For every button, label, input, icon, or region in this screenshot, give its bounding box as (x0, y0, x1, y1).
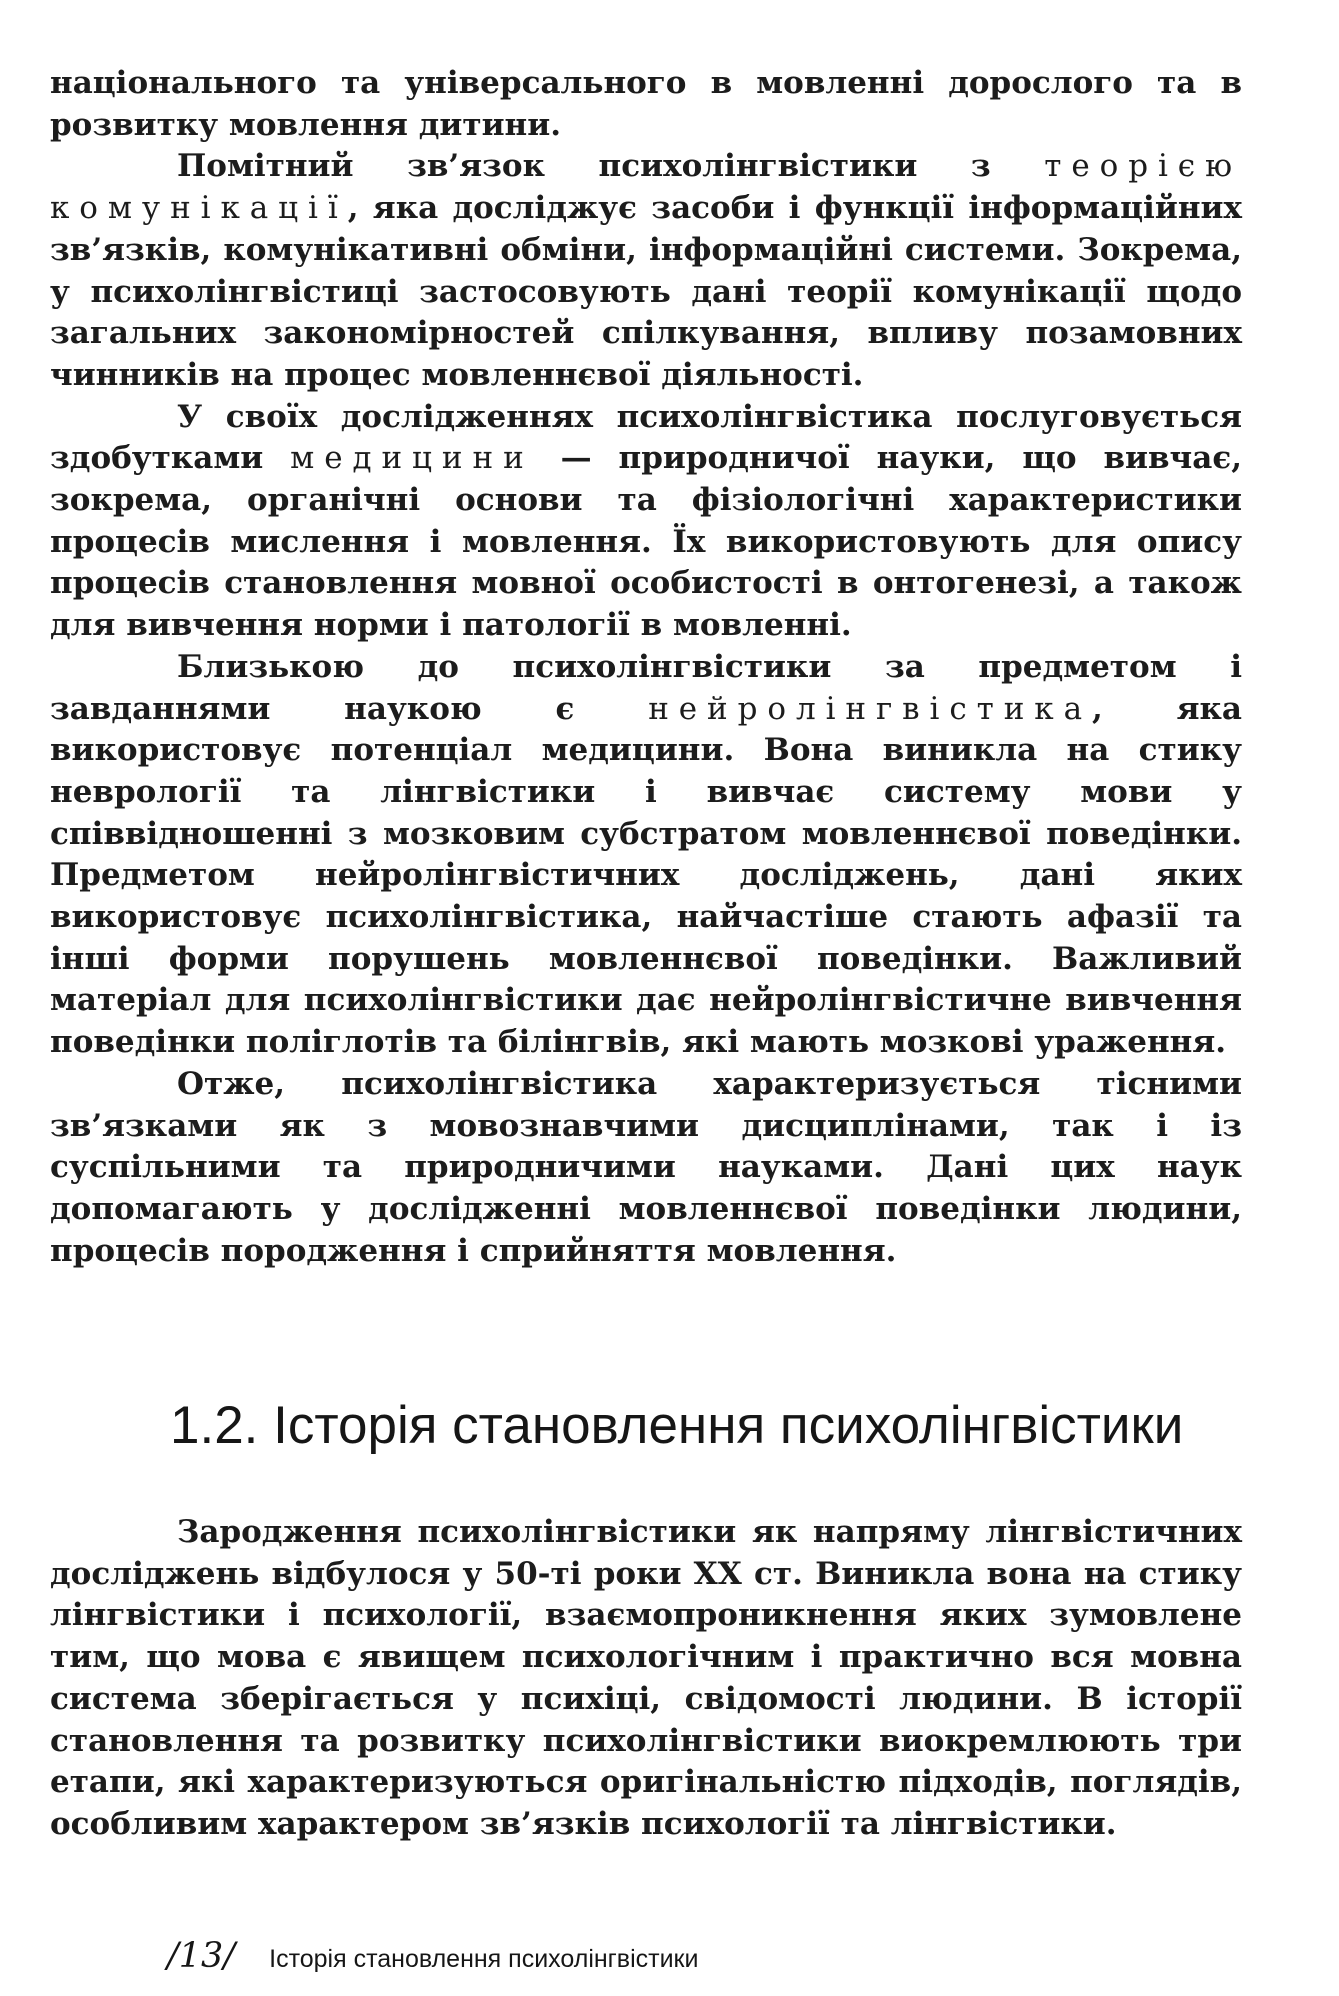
paragraph (50, 647, 1242, 1064)
text-run: Отже, психолінгвістика характеризується тісними зв’язками як з мовознавчими дисциплінами, так і із суспільними та природничими науками. Дані цих наук допомагають у дослідженні мовленнєвої поведінки людини, процесів породження і сприйняття мовлення. (50, 1065, 1242, 1269)
text-run: Помітний зв’язок психолінгвістики з (177, 148, 1045, 185)
paragraph (50, 1064, 1242, 1273)
page-footer (167, 1936, 698, 1976)
text-run: — природничої науки, що вивчає, зокрема, органічні основи та фізіологічні характеристики процесів мислення і мовлення. Їх використовують для опису процесів становлення мовної особистості в онтогенезі, а також для вивчення норми і патології в мовленні. (50, 440, 1242, 644)
body-text-before-section (50, 63, 1242, 1272)
emphasized-term: нейролінгвістика (648, 690, 1092, 727)
text-run: У своїх дослідженнях психолінгвістика послуговується здобутками (50, 398, 1242, 477)
paragraph (50, 63, 1242, 146)
paragraph (50, 397, 1242, 647)
text-run: національного та універсального в мовленні дорослого та в розвитку мовлення дитини. (50, 65, 1242, 143)
body-text-after-section (50, 1512, 1242, 1846)
text-run: , яка досліджує засоби і функції інформаційних зв’язків, комунікативні обміни, інформаційні системи. Зокрема, у психолінгвістиці застосовують дані теорії комунікації щодо загальних закономірностей спілкування, впливу позамовних чинників на процес мовленнєвої діяльності. (50, 190, 1242, 393)
emphasized-term: теорією комунікації (50, 148, 1242, 227)
running-title: Історія становлення психолінгвістики (269, 1945, 699, 1973)
paragraph (50, 146, 1242, 396)
section-heading: 1.2. Історія становлення психолінгвістики (170, 1396, 1184, 1455)
text-run: Близькою до психолінгвістики за предметом і завданнями наукою є (50, 648, 1242, 727)
text-run: Зародження психолінгвістики як напряму лінгвістичних досліджень відбулося у 50-ті роки ХХ ст. Виникла вона на стику лінгвістики і психології, взаємопроникнення яких зумовлене тим, що мова є явищем психологічним і практично вся мовна система зберігається у психіці, свідомості людини. В історії становлення та розвитку психолінгвістики виокремлюють три етапи, які характеризуються оригінальністю підходів, поглядів, особливим характером зв’язків психології та лінгвістики. (50, 1514, 1242, 1842)
page-number: /13/ (167, 1936, 236, 1976)
paragraph (50, 1512, 1242, 1846)
emphasized-term: медицини (290, 440, 534, 477)
text-run: , яка використовує потенціал медицини. Вона виникла на стику неврології та лінгвістики і вивчає систему мови у співвідношенні з мозковим субстратом мовленнєвої поведінки. Предметом нейролінгвістичних досліджень, дані яких використовує психолінгвістика, найчастіше стають афазії та інші форми порушень мовленнєвої поведінки. Важливий матеріал для психолінгвістики дає нейролінгвістичне вивчення поведінки поліглотів та білінгвів, які мають мозкові ураження. (50, 690, 1242, 1061)
